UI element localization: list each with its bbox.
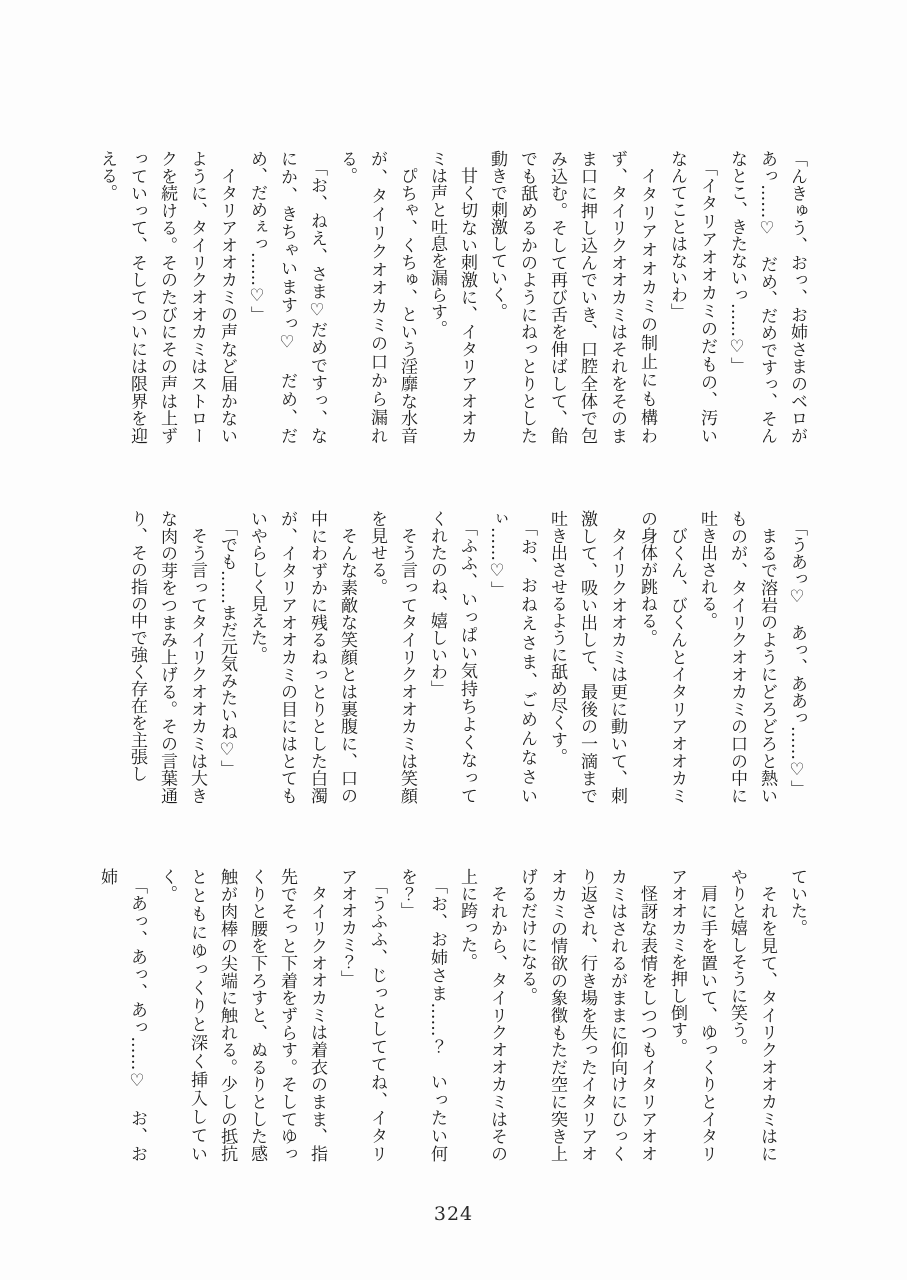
paragraph: イタリアオオカミの声など届かないように、タイリクオオカミはストロークを続ける。そのたびにその声は上ずっていって、そしてついには限界を迎える。: [97, 150, 237, 444]
paragraph: 「うあっ♡ あっ、ああっ……♡」: [787, 519, 807, 797]
text-band-bottom: [92, 868, 812, 1162]
paragraph: 甘く切ない刺激に、イタリアオオカミは声と吐息を漏らす。: [427, 150, 477, 444]
paragraph: 「お、お姉さま……？ いったい何を？」: [397, 868, 447, 1162]
paragraph: それから、タイリクオオカミはその上に跨った。: [457, 868, 507, 1162]
paragraph: タイリクオオカミは更に動いて、刺激して、吸い出して、最後の一滴まで吐き出させるように舐め尽くす。: [547, 510, 627, 804]
paragraph: 肩に手を置いて、ゆっくりとイタリアオオカミを押し倒す。: [667, 868, 717, 1162]
paragraph: 「んきゅう、おっ、お姉さまのベロがあっ……♡ だめ、だめですっ、そんなとこ、きたないっ……♡」: [727, 150, 807, 444]
paragraph: 「お、ねえ、さま♡だめですっ、なにか、きちゃいますっ♡ だめ、だめ、だめぇっ……♡」: [247, 150, 327, 444]
paragraph: びくん、びくんとイタリアオオカミの身体が跳ねる。: [637, 510, 687, 804]
paragraph: ぴちゃ、くちゅ、という淫靡な水音が、タイリクオオカミの口から漏れる。: [337, 150, 417, 444]
paragraph: まるで溶岩のようにどろどろと熱いものが、タイリクオオカミの口の中に吐き出される。: [697, 510, 777, 804]
paragraph: 「ふふ、いっぱい気持ちよくなってくれたのね、嬉しいわ」: [427, 510, 477, 804]
paragraph: 「あっ、あっ、あっ……♡ お、お姉: [97, 868, 147, 1162]
text-band-middle: [122, 510, 812, 804]
paragraph: そんな素敵な笑顔とは裏腹に、口の中にわずかに残るねっとりとした白濁が、イタリアオオカミの目にはとてもいやらしく見えた。: [247, 510, 357, 804]
paragraph: そう言ってタイリクオオカミは笑顔を見せる。: [367, 510, 417, 804]
paragraph: タイリクオオカミは着衣のまま、指先でそっと下着をずらす。そしてゆっくりと腰を下ろすと、ぬるりとした感触が肉棒の尖端に触れる。少しの抵抗とともにゆっくりと深く挿入していく。: [157, 868, 327, 1162]
paragraph: そう言ってタイリクオオカミは大きな肉の芽をつまみ上げる。その言葉通り、その指の中で強く存在を主張し: [127, 510, 207, 804]
text-band-top: [92, 150, 812, 444]
paragraph: 「イタリアオオカミのだもの、汚いなんてことはないわ」: [667, 150, 717, 444]
paragraph: 「でも……まだ元気みたいね♡」: [217, 519, 237, 777]
paragraph: イタリアオオカミの制止にも構わず、タイリクオオカミはそれをそのまま口に押し込んでいき、口腔全体で包み込む。そして再び舌を伸ばして、飴でも舐めるかのようにねっとりとした動きで刺激していく。: [487, 150, 657, 444]
paragraph: それを見て、タイリクオオカミはにやりと嬉しそうに笑う。: [727, 868, 777, 1162]
paragraph: 「お、おねえさま、ごめんなさいぃ……♡」: [487, 510, 537, 804]
paragraph: ていた。: [787, 868, 807, 936]
paragraph: 「うふふ、じっとしててね、イタリアオオカミ？」: [337, 868, 387, 1162]
page-number: 324: [433, 1203, 474, 1225]
paragraph: 怪訝な表情をしつつもイタリアオオカミはされるがままに仰向けにひっくり返され、行き場を失ったイタリアオオカミの情欲の象徴もただ空に突き上げるだけになる。: [517, 868, 657, 1162]
